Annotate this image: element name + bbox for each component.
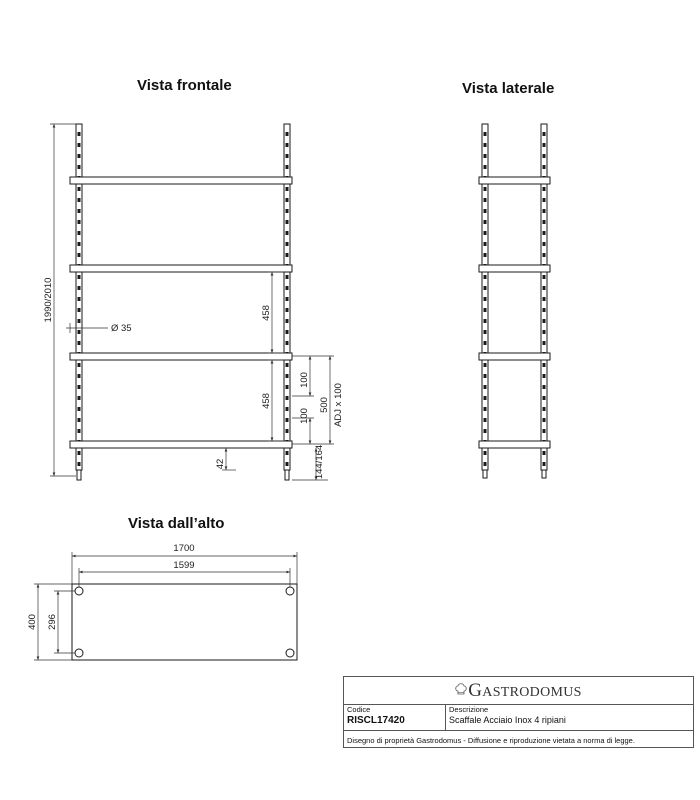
brand-rest: ASTRODOMUS [482, 684, 582, 700]
post-slot [543, 330, 546, 334]
side-left-foot [483, 470, 487, 478]
post-slot [78, 198, 81, 202]
front-left-foot [77, 470, 81, 480]
code-cell [344, 704, 446, 730]
shelf-2 [70, 265, 292, 272]
post-slot [286, 253, 289, 257]
post-slot [78, 429, 81, 433]
post-slot [286, 143, 289, 147]
post-slot [543, 407, 546, 411]
dim-overall-depth: 400 [27, 614, 38, 630]
post-slot [286, 231, 289, 235]
dim-tube-diameter: Ø 35 [111, 323, 132, 334]
dim-shelf-gap-lower: 458 [261, 393, 272, 409]
post-slot [78, 319, 81, 323]
post-slot [286, 220, 289, 224]
post-slot [484, 451, 487, 455]
post-slot [484, 462, 487, 466]
code-value: RISCL17420 [347, 715, 405, 726]
post-slot [543, 154, 546, 158]
post-slot [78, 154, 81, 158]
dim-overall-width: 1700 [173, 543, 195, 554]
post-slot [543, 198, 546, 202]
post-slot [484, 132, 487, 136]
top-post-2 [286, 587, 294, 595]
post-slot [286, 308, 289, 312]
post-slot [543, 374, 546, 378]
post-slot [286, 418, 289, 422]
top-shelf-outline [72, 584, 297, 660]
post-slot [286, 132, 289, 136]
post-slot [286, 407, 289, 411]
post-slot [543, 429, 546, 433]
post-slot [78, 143, 81, 147]
dim-adjust-note: ADJ x 100 [333, 383, 344, 427]
dim-bottom-clearance: 42 [215, 458, 226, 470]
post-slot [286, 198, 289, 202]
post-slot [543, 396, 546, 400]
post-slot [484, 330, 487, 334]
front-view-title: Vista frontale [137, 77, 232, 94]
post-slot [543, 319, 546, 323]
post-slot [543, 297, 546, 301]
post-slot [543, 418, 546, 422]
post-slot [286, 165, 289, 169]
post-slot [286, 462, 289, 466]
shelf-4 [70, 441, 292, 448]
dim-shelf-gap-upper: 458 [261, 305, 272, 321]
post-slot [78, 418, 81, 422]
post-slot [543, 143, 546, 147]
description-value: Scaffale Acciaio Inox 4 ripiani [449, 715, 566, 725]
post-slot [286, 330, 289, 334]
post-slot [78, 231, 81, 235]
post-slot [78, 363, 81, 367]
post-slot [286, 429, 289, 433]
post-slot [286, 396, 289, 400]
post-slot [286, 275, 289, 279]
post-slot [543, 341, 546, 345]
post-slot [78, 242, 81, 246]
post-slot [484, 385, 487, 389]
post-slot [543, 132, 546, 136]
dim-foot-height: 144/164 [314, 444, 325, 480]
title-block-info-row [344, 704, 693, 731]
dim-adjust-range: 500 [319, 397, 330, 413]
top-dimensions [34, 552, 297, 660]
post-slot [543, 187, 546, 191]
post-slot [543, 242, 546, 246]
post-slot [543, 308, 546, 312]
post-slot [484, 275, 487, 279]
post-slot [543, 275, 546, 279]
post-slot [484, 209, 487, 213]
post-slot [543, 220, 546, 224]
front-view [70, 124, 292, 480]
chef-hat-icon [455, 683, 467, 697]
post-slot [286, 363, 289, 367]
post-slot [286, 187, 289, 191]
post-slot [78, 220, 81, 224]
top-post-3 [75, 649, 83, 657]
front-right-foot [285, 470, 289, 480]
post-slot [78, 297, 81, 301]
post-slot [484, 165, 487, 169]
post-slot [286, 451, 289, 455]
top-post-4 [286, 649, 294, 657]
post-slot [484, 429, 487, 433]
title-block-header [344, 677, 693, 705]
post-slot [484, 319, 487, 323]
post-slot [286, 209, 289, 213]
shelf-3 [70, 353, 292, 360]
post-slot [78, 308, 81, 312]
post-slot [543, 209, 546, 213]
post-slot [78, 330, 81, 334]
post-slot [484, 231, 487, 235]
post-slot [543, 286, 546, 290]
title-block-footer: Disegno di proprietà Gastrodomus - Diffusione e riproduzione vietata a norma di legge. [347, 736, 635, 745]
post-slot [78, 396, 81, 400]
description-cell [446, 704, 693, 730]
post-slot [286, 385, 289, 389]
post-slot [78, 165, 81, 169]
post-slot [286, 319, 289, 323]
description-label: Descrizione [449, 705, 489, 714]
post-slot [543, 385, 546, 389]
dim-inner-width: 1599 [173, 560, 195, 571]
post-slot [78, 462, 81, 466]
post-slot [484, 253, 487, 257]
brand-logo [455, 681, 582, 701]
post-slot [484, 374, 487, 378]
post-slot [78, 209, 81, 213]
post-slot [484, 363, 487, 367]
post-slot [78, 385, 81, 389]
side-shelf-2 [479, 265, 550, 272]
post-slot [543, 253, 546, 257]
post-slot [78, 341, 81, 345]
brand-name [468, 681, 582, 701]
post-slot [78, 451, 81, 455]
post-slot [286, 297, 289, 301]
dim-adjust-step-a: 100 [299, 372, 310, 388]
title-block [343, 676, 694, 748]
post-slot [484, 286, 487, 290]
post-slot [543, 462, 546, 466]
post-slot [484, 220, 487, 224]
post-slot [484, 242, 487, 246]
side-shelf-1 [479, 177, 550, 184]
post-slot [484, 396, 487, 400]
post-slot [484, 308, 487, 312]
post-slot [543, 363, 546, 367]
side-view-title: Vista laterale [462, 80, 555, 97]
post-slot [484, 154, 487, 158]
post-slot [286, 341, 289, 345]
post-slot [286, 242, 289, 246]
post-slot [484, 341, 487, 345]
post-slot [78, 374, 81, 378]
post-slot [484, 418, 487, 422]
brand-initial: G [468, 679, 483, 701]
post-slot [286, 286, 289, 290]
post-slot [78, 253, 81, 257]
top-post-1 [75, 587, 83, 595]
post-slot [484, 297, 487, 301]
post-slot [78, 407, 81, 411]
post-slot [78, 286, 81, 290]
side-right-foot [542, 470, 546, 478]
shelf-1 [70, 177, 292, 184]
post-slot [484, 143, 487, 147]
code-label: Codice [347, 705, 371, 714]
dim-adjust-step-b: 100 [299, 408, 310, 424]
top-view [72, 584, 297, 660]
post-slot [543, 231, 546, 235]
dim-total-height: 1990/2010 [43, 277, 54, 323]
post-slot [78, 187, 81, 191]
post-slot [484, 198, 487, 202]
post-slot [484, 407, 487, 411]
side-view [479, 124, 550, 478]
post-slot [78, 275, 81, 279]
post-slot [543, 165, 546, 169]
post-slot [286, 154, 289, 158]
post-slot [484, 187, 487, 191]
post-slot [78, 132, 81, 136]
post-slot [286, 374, 289, 378]
top-view-title: Vista dall’alto [128, 515, 225, 532]
side-shelf-3 [479, 353, 550, 360]
dim-inner-depth: 296 [47, 614, 58, 630]
side-shelf-4 [479, 441, 550, 448]
post-slot [543, 451, 546, 455]
